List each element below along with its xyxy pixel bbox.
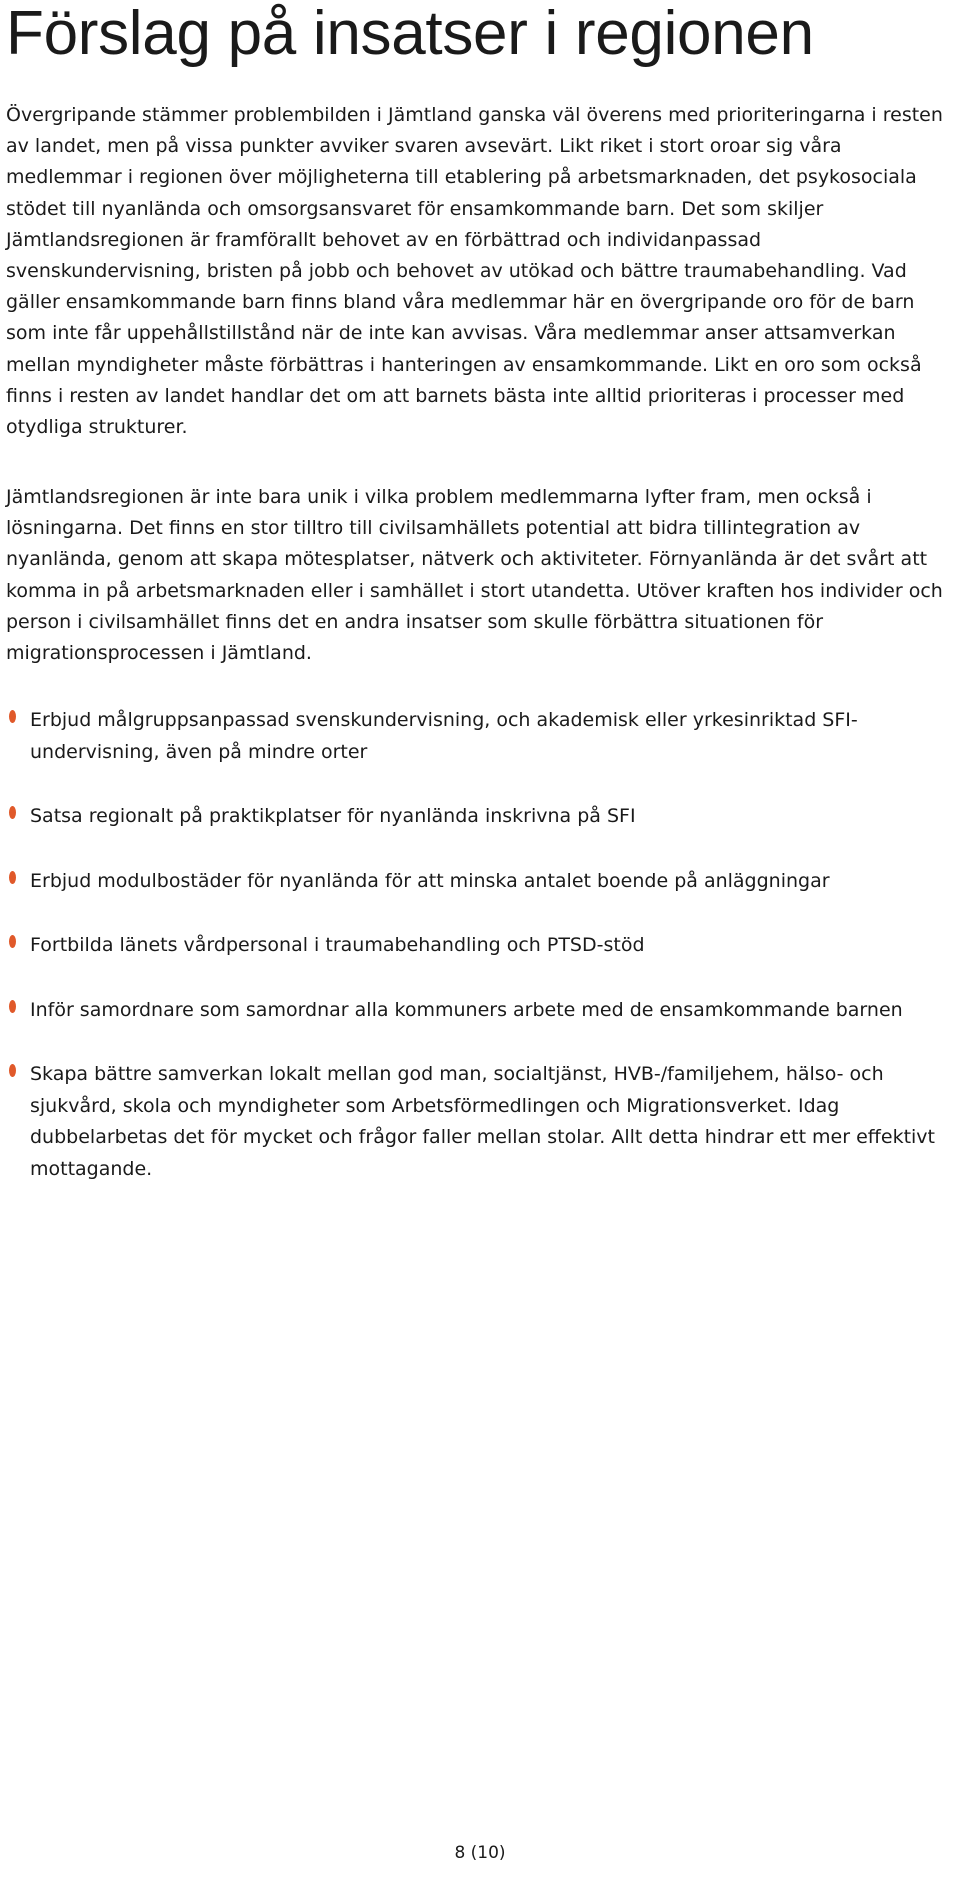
page-title: Förslag på insatser i regionen [6, 0, 814, 68]
paragraph-2-block [6, 482, 952, 669]
list-item-text: Erbjud modulbostäder för nyanlända för att minska antalet boende på anläggningar [30, 869, 830, 892]
paragraph-1-block [6, 100, 952, 443]
paragraph-1: Övergripande stämmer problembilden i Jämtland ganska väl överens med prioriteringarna i resten av landet, men på vissa punkter avviker svaren avsevärt. Likt riket i stort oroar sig våra medlemmar i regionen över möjligheterna till etablering på arbetsmarknaden, det psykosociala stödet till nyanlända och omsorgsansvaret för ensamkommande barn. Det som skiljer Jämtlandsregionen är framförallt behovet av en förbättrad och individanpassad svenskundervisning, bristen på jobb och behovet av utökad och bättre traumabehandling. Vad gäller ensamkommande barn finns bland våra medlemmar här en övergripande oro för de barn som inte får uppehållstillstånd när de inte kan avvisas. Våra medlemmar anser attsamverkan mellan myndigheter måste förbättras i hanteringen av ensamkommande. Likt en oro som också finns i resten av landet handlar det om att barnets bästa inte alltid prioriteras i processer med otydliga strukturer. [6, 104, 943, 439]
list-item [6, 995, 946, 1027]
list-item-text: Inför samordnare som samordnar alla kommuners arbete med de ensamkommande barnen [30, 998, 903, 1021]
bullet-dot-icon [9, 871, 16, 884]
bullet-dot-icon [9, 710, 16, 723]
page-number: 8 (10) [454, 1843, 506, 1863]
paragraph-2: Jämtlandsregionen är inte bara unik i vilka problem medlemmarna lyfter fram, men också i lösningarna. Det finns en stor tilltro till civilsamhällets potential att bidra tillintegration av nyanlända, genom att skapa mötesplatser, nätverk och aktiviteter. Förnyanlända är det svårt att komma in på arbetsmarknaden eller i samhället i stort utandetta. Utöver kraften hos individer och person i civilsamhället finns det en andra insatser som skulle förbättra situationen för migrationsprocessen i Jämtland. [6, 486, 943, 665]
list-item [6, 801, 946, 833]
bullet-dot-icon [9, 1000, 16, 1013]
proposals-list [6, 705, 946, 1185]
list-item [6, 866, 946, 898]
list-item-text: Erbjud målgruppsanpassad svenskundervisning, och akademisk eller yrkesinriktad SFI-undervisning, även på mindre orter [30, 709, 858, 763]
list-item [6, 1059, 946, 1185]
list-item-text: Skapa bättre samverkan lokalt mellan god man, socialtjänst, HVB-/familjehem, hälso- och sjukvård, skola och myndigheter som Arbetsförmedlingen och Migrationsverket. Idag dubbelarbetas det för mycket och frågor faller mellan stolar. Allt detta hindrar ett mer effektivt mottagande. [30, 1063, 935, 1180]
list-item [6, 705, 946, 768]
bullet-dot-icon [9, 935, 16, 948]
bullet-dot-icon [9, 1064, 16, 1077]
bullet-dot-icon [9, 806, 16, 819]
list-item-text: Satsa regionalt på praktikplatser för nyanlända inskrivna på SFI [30, 805, 636, 827]
list-item [6, 930, 946, 962]
list-item-text: Fortbilda länets vårdpersonal i traumabehandling och PTSD-stöd [30, 934, 645, 956]
